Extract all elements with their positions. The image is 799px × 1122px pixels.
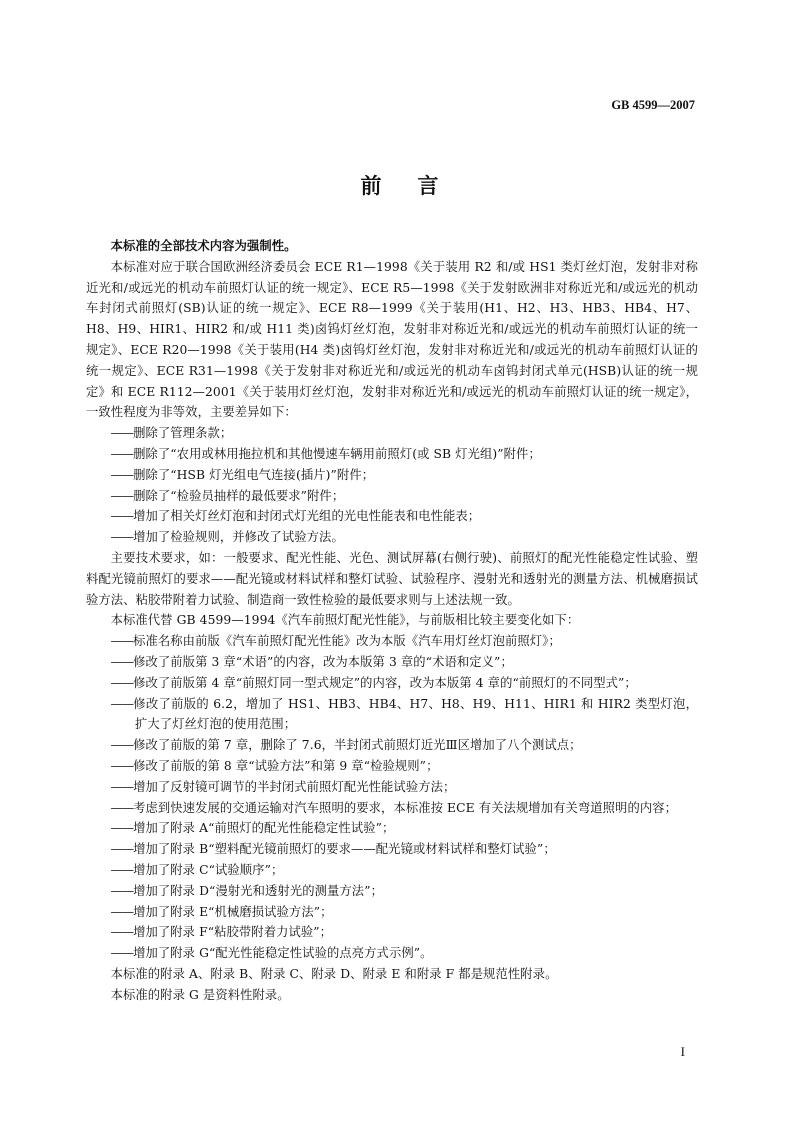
- list-dash: ——: [110, 779, 134, 794]
- list-dash: ——: [110, 925, 134, 940]
- list-dash: ——: [110, 654, 134, 669]
- list-item: [86, 756, 698, 777]
- list-item-text: 删除了管理条款；: [133, 426, 233, 441]
- list-dash: ——: [110, 758, 134, 773]
- list-item: [86, 527, 698, 548]
- list-item: [86, 881, 698, 902]
- list-item-text: 增加了附录 C“试验顺序”；: [133, 862, 284, 877]
- list-item: [86, 943, 698, 964]
- list-item: [86, 922, 698, 943]
- list-dash: ——: [110, 488, 134, 503]
- list-item-text: 增加了附录 A“前照灯的配光性能稳定性试验”；: [133, 821, 395, 836]
- changes-list: [86, 631, 698, 964]
- list-item-text: 修改了前版的第 8 章“试验方法”和第 9 章“检验规则”；: [133, 758, 439, 773]
- list-item-text: 修改了前版第 4 章“前照灯同一型式规定”的内容，改为本版第 4 章的“前照灯的不同型式”；: [133, 675, 637, 690]
- list-item-text: 删除了“农用或林用拖拉机和其他慢速车辆用前照灯(或 SB 灯光组)”附件；: [133, 446, 541, 461]
- list-item: [86, 631, 698, 652]
- list-item-text: 修改了前版的第 7 章，删除了 7.6，半封闭式前照灯近光Ⅲ区增加了八个测试点；: [133, 738, 582, 753]
- list-dash: ——: [110, 675, 134, 690]
- page-title: 前言: [360, 173, 475, 198]
- list-dash: ——: [110, 467, 134, 482]
- list-item: [86, 839, 698, 860]
- correspondence-paragraph: 本标准对应于联合国欧洲经济委员会 ECE R1—1998《关于装用 R2 和/或 HS1 类灯丝灯泡，发射非对称近光和/或远光的机动车前照灯认证的统一规定》、ECE R5—1998《关于发射欧洲非对称近光和/或远光的机动车封闭式前照灯(SB)认证的统一规定》、ECE R8—1999《关于装用(H1、H2、H3、HB3、HB4、H7、H8、H9、HIR1、HIR2 和/或 H11 类)卤钨灯丝灯泡，发射非对称近光和/或远光的机动车前照灯认证的统一规定》、ECE R20—1998《关于装用(H4 类)卤钨灯丝灯泡，发射非对称近光和/或远光的机动车前照灯认证的统一规定》、ECE R31—1998《关于发射非对称近光和/或远光的机动车卤钨封闭式单元(HSB)认证的统一规定》和 ECE R112—2001《关于装用灯丝灯泡，发射非对称近光和/或远光的机动车前照灯认证的统一规定》，一致性程度为非等效，主要差异如下：: [86, 259, 698, 420]
- list-dash: ——: [110, 634, 134, 649]
- list-item-text: 增加了附录 D“漫射光和透射光的测量方法”；: [133, 883, 383, 898]
- list-item: [86, 486, 698, 507]
- list-item: [86, 777, 698, 798]
- list-item-text: 增加了相关灯丝灯泡和封闭式灯光组的光电性能表和电性能表；: [133, 509, 481, 524]
- list-item: [86, 735, 698, 756]
- informative-annex-statement: 本标准的附录 G 是资料性附录。: [110, 987, 290, 1002]
- list-item-text: 增加了附录 F“粘胶带附着力试验”；: [133, 925, 333, 940]
- mandatory-statement: 本标准的全部技术内容为强制性。: [110, 238, 297, 253]
- list-item: [86, 860, 698, 881]
- list-dash: ——: [110, 842, 134, 857]
- list-item-text: 标准名称由前版《汽车前照灯配光性能》改为本版《汽车用灯丝灯泡前照灯》；: [133, 634, 561, 649]
- list-dash: ——: [110, 862, 134, 877]
- difference-list: [86, 423, 698, 548]
- list-item: [86, 465, 698, 486]
- page-number: I: [680, 1044, 685, 1059]
- list-item-text: 增加了附录 E“机械磨损试验方法”；: [133, 904, 333, 919]
- standard-number: GB 4599—2007: [611, 98, 695, 112]
- list-item-text: 增加了附录 G“配光性能稳定性试验的点亮方式示例”。: [133, 946, 433, 961]
- list-dash: ——: [110, 883, 134, 898]
- list-item: [86, 444, 698, 465]
- list-item-text: 删除了“HSB 灯光组电气连接(插片)”附件；: [133, 467, 375, 482]
- list-item-text: 删除了“检验员抽样的最低要求”附件；: [133, 488, 345, 503]
- list-dash: ——: [110, 738, 134, 753]
- normative-annex-statement: 本标准的附录 A、附录 B、附录 C、附录 D、附录 E 和附录 F 都是规范性附录。: [110, 966, 558, 981]
- list-dash: ——: [110, 530, 134, 545]
- list-dash: ——: [110, 800, 134, 815]
- list-item-text: 修改了前版第 3 章“术语”的内容，改为本版第 3 章的“术语和定义”；: [133, 654, 513, 669]
- list-dash: ——: [110, 696, 134, 711]
- list-item: [86, 506, 698, 527]
- list-item: [86, 423, 698, 444]
- technical-requirements-paragraph: 主要技术要求，如：一般要求、配光性能、光色、测试屏幕(右侧行驶)、前照灯的配光性能稳定性试验、塑料配光镜前照灯的要求——配光镜或材料试样和整灯试验、试验程序、漫射光和透射光的测量方法、机械磨损试验方法、粘胶带附着力试验、制造商一致性检验的最低要求则与上述法规一致。: [86, 550, 698, 607]
- list-dash: ——: [110, 946, 134, 961]
- list-item-text: 增加了反射镜可调节的半封闭式前照灯配光性能试验方法；: [133, 779, 456, 794]
- list-item: [86, 652, 698, 673]
- list-dash: ——: [110, 509, 134, 524]
- list-item: [86, 694, 698, 736]
- list-item-text: 考虑到快速发展的交通运输对汽车照明的要求，本标准按 ECE 有关法规增加有关弯道照明的内容；: [133, 800, 678, 815]
- replacement-paragraph: 本标准代替 GB 4599—1994《汽车前照灯配光性能》，与前版相比较主要变化如下：: [110, 613, 580, 628]
- list-dash: ——: [110, 446, 134, 461]
- list-item: [86, 902, 698, 923]
- list-dash: ——: [110, 426, 134, 441]
- list-item-text: 修改了前版的 6.2，增加了 HS1、HB3、HB4、H7、H8、H9、H11、HIR1 和 HIR2 类型灯泡，扩大了灯丝灯泡的使用范围；: [133, 696, 698, 732]
- list-dash: ——: [110, 821, 134, 836]
- list-item: [86, 818, 698, 839]
- list-dash: ——: [110, 904, 134, 919]
- list-item: [86, 798, 698, 819]
- list-item: [86, 673, 698, 694]
- list-item-text: 增加了检验规则，并修改了试验方法。: [133, 530, 344, 545]
- list-item-text: 增加了附录 B“塑料配光镜前照灯的要求——配光镜或材料试样和整灯试验”；: [133, 842, 556, 857]
- foreword-body: [86, 236, 698, 1005]
